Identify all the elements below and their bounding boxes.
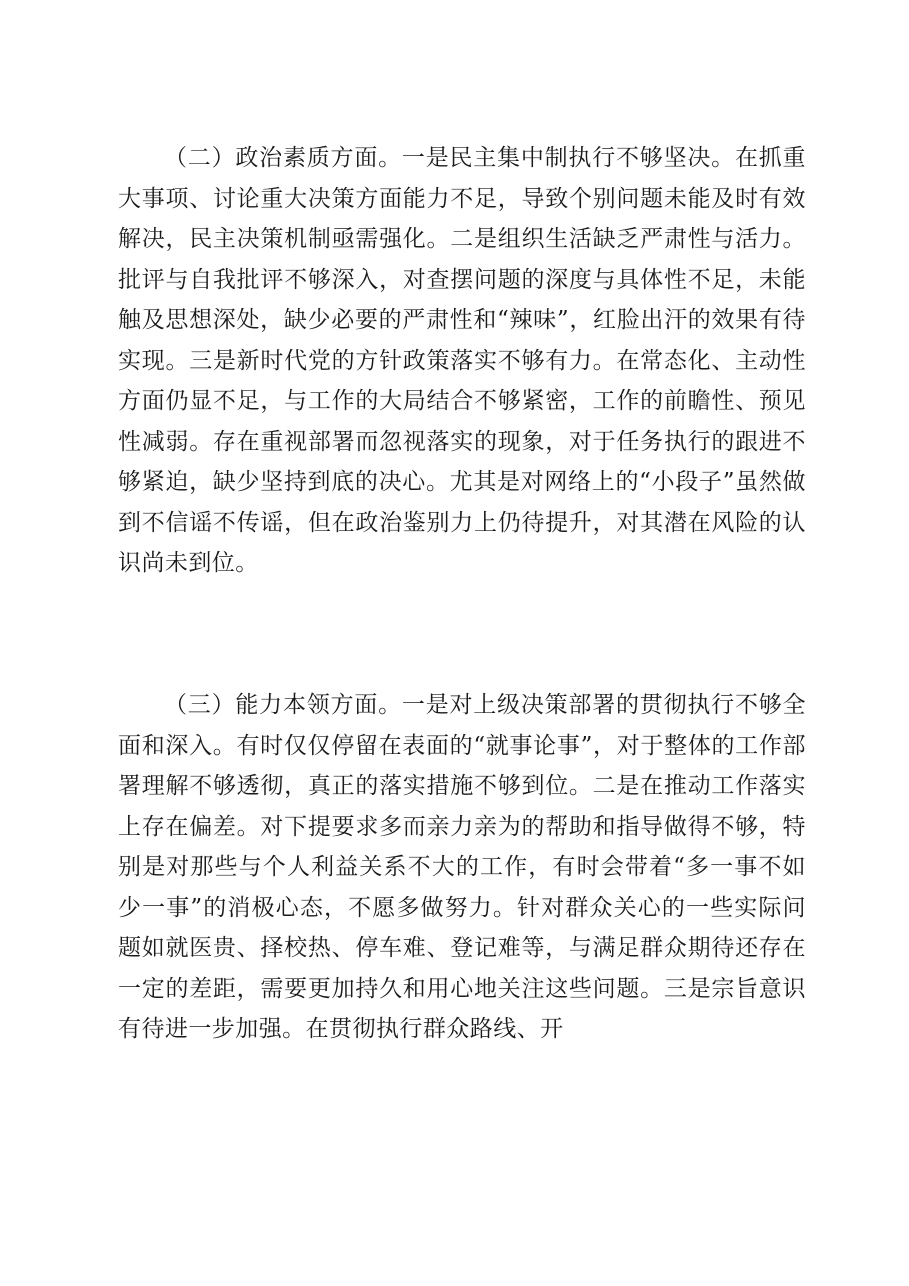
paragraph-block-ability [118,685,806,1050]
paragraph-ability: （三）能力本领方面。一是对上级决策部署的贯彻执行不够全面和深入。有时仅仅停留在表面的“就事论事”，对于整体的工作部署理解不够透彻，真正的落实措施不够到位。二是在推动工作落实上存在偏差。对下提要求多而亲力亲为的帮助和指导做得不够，特别是对那些与个人利益关系不大的工作，有时会带着“多一事不如少一事”的消极心态，不愿多做努力。针对群众关心的一些实际问题如就医贵、择校热、停车难、登记难等，与满足群众期待还存在一定的差距，需要更加持久和用心地关注这些问题。三是宗旨意识有待进一步加强。在贯彻执行群众路线、开 [118,692,806,1042]
paragraph-political-quality: （二）政治素质方面。一是民主集中制执行不够坚决。在抓重大事项、讨论重大决策方面能力不足，导致个别问题未能及时有效解决，民主决策机制亟需强化。二是组织生活缺乏严肃性与活力。批评与自我批评不够深入，对查摆问题的深度与具体性不足，未能触及思想深处，缺少必要的严肃性和“辣味”，红脸出汗的效果有待实现。三是新时代党的方针政策落实不够有力。在常态化、主动性方面仍显不足，与工作的大局结合不够紧密，工作的前瞻性、预见性减弱。存在重视部署而忽视落实的现象，对于任务执行的跟进不够紧迫，缺少坚持到底的决心。尤其是对网络上的“小段子”虽然做到不信谣不传谣，但在政治鉴别力上仍待提升，对其潜在风险的认识尚未到位。 [118,145,806,576]
paragraph-block-political-quality [118,138,806,584]
